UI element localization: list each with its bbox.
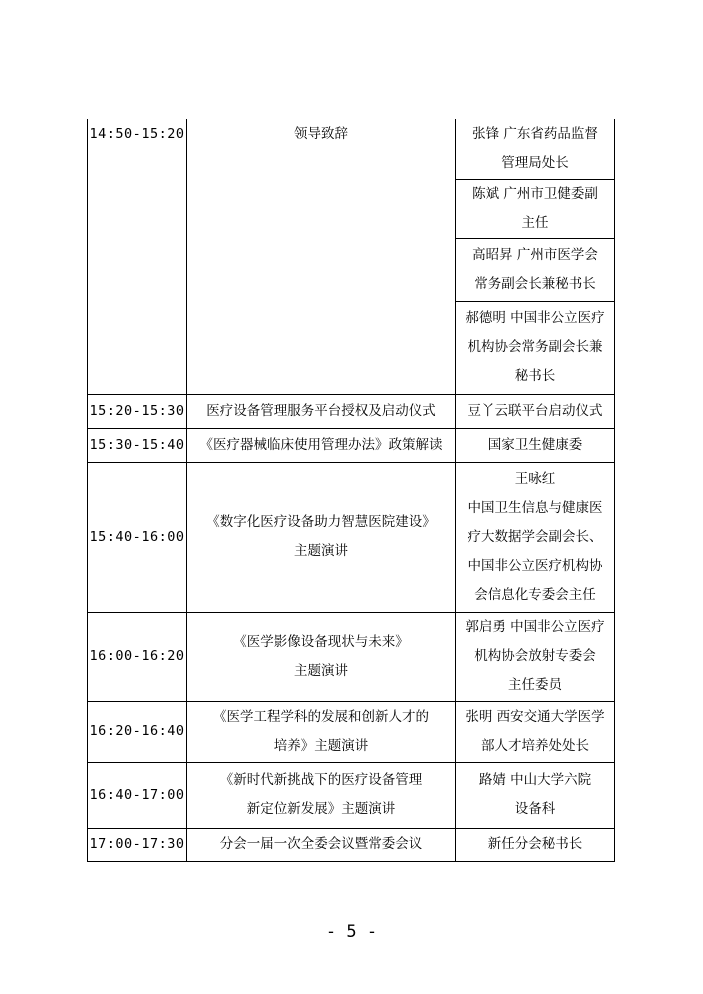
time-cell: 16:40-17:00 bbox=[88, 762, 187, 828]
event-cell bbox=[187, 428, 456, 462]
time-cell: 15:40-16:00 bbox=[88, 462, 187, 612]
speaker-line: 中国非公立医疗机构协 bbox=[467, 557, 603, 574]
table-row bbox=[88, 828, 615, 861]
speaker-line: 张锋 广东省药品监督 bbox=[472, 125, 598, 142]
event-line: 《医学工程学科的发展和创新人才的 bbox=[213, 708, 429, 725]
event-line: 新定位新发展》主题演讲 bbox=[246, 801, 396, 817]
speaker-cell bbox=[456, 701, 615, 762]
event-cell bbox=[187, 462, 456, 612]
event-line: 主题演讲 bbox=[294, 543, 348, 559]
speaker-line: 部人才培养处处长 bbox=[481, 737, 589, 754]
speaker-line: 张明 西安交通大学医学 bbox=[465, 708, 605, 725]
event-line: 《数字化医疗设备助力智慧医院建设》 bbox=[206, 514, 436, 530]
event-cell bbox=[187, 394, 456, 428]
speaker-line: 路婧 中山大学六院 bbox=[478, 772, 592, 788]
speaker-line: 国家卫生健康委 bbox=[487, 436, 583, 453]
event-line: 医疗设备管理服务平台授权及启动仪式 bbox=[206, 402, 436, 419]
speaker-cell bbox=[456, 612, 615, 701]
speaker-line: 郝德明 中国非公立医疗 bbox=[465, 310, 605, 326]
event-line: 主题演讲 bbox=[294, 662, 348, 679]
speaker-line: 高昭昇 广州市医学会 bbox=[472, 246, 598, 263]
event-line: 分会一届一次全委会议暨常委会议 bbox=[219, 836, 423, 852]
event-cell bbox=[187, 762, 456, 828]
table-row bbox=[88, 119, 615, 179]
event-line: 培养》主题演讲 bbox=[273, 737, 369, 754]
event-cell bbox=[187, 828, 456, 861]
speaker-line: 秘书长 bbox=[514, 368, 556, 384]
speaker-cell bbox=[456, 462, 615, 612]
event-cell bbox=[187, 701, 456, 762]
speaker-line: 王咏红 bbox=[514, 470, 556, 487]
speaker-cell bbox=[456, 301, 615, 394]
table-row bbox=[88, 612, 615, 701]
event-line: 《医疗器械临床使用管理办法》政策解读 bbox=[199, 436, 443, 453]
table-row bbox=[88, 394, 615, 428]
event-cell bbox=[187, 612, 456, 701]
table-row bbox=[88, 462, 615, 612]
speaker-line: 陈斌 广州市卫健委副 bbox=[472, 185, 598, 202]
speaker-cell bbox=[456, 238, 615, 301]
speaker-line: 管理局处长 bbox=[501, 154, 569, 171]
speaker-line: 设备科 bbox=[514, 801, 556, 817]
speaker-line: 疗大数据学会副会长、 bbox=[467, 528, 603, 545]
speaker-line: 豆丫云联平台启动仪式 bbox=[467, 402, 603, 419]
speaker-cell bbox=[456, 428, 615, 462]
table-row bbox=[88, 428, 615, 462]
speaker-line: 新任分会秘书长 bbox=[487, 836, 583, 852]
event-line: 《医学影像设备现状与未来》 bbox=[233, 633, 409, 650]
speaker-line: 中国卫生信息与健康医 bbox=[467, 499, 603, 516]
speaker-line: 主任 bbox=[521, 214, 549, 231]
speaker-cell bbox=[456, 828, 615, 861]
table-row bbox=[88, 701, 615, 762]
event-line: 《新时代新挑战下的医疗设备管理 bbox=[219, 772, 423, 788]
speaker-cell bbox=[456, 394, 615, 428]
time-cell: 16:00-16:20 bbox=[88, 612, 187, 701]
speaker-line: 机构协会放射专委会 bbox=[474, 648, 596, 664]
time-cell: 15:30-15:40 bbox=[88, 428, 187, 462]
time-cell: 16:20-16:40 bbox=[88, 701, 187, 762]
time-cell: 15:20-15:30 bbox=[88, 394, 187, 428]
time-cell: 17:00-17:30 bbox=[88, 828, 187, 861]
speaker-line: 机构协会常务副会长兼 bbox=[467, 339, 603, 355]
speaker-cell bbox=[456, 762, 615, 828]
schedule-table bbox=[87, 119, 615, 862]
speaker-cell bbox=[456, 119, 615, 179]
speaker-line: 郭启勇 中国非公立医疗 bbox=[465, 619, 605, 635]
time-cell: 14:50-15:20 bbox=[88, 119, 187, 394]
event-cell: 领导致辞 bbox=[187, 119, 456, 394]
page-number: - 5 - bbox=[325, 922, 378, 942]
speaker-line: 主任委员 bbox=[508, 677, 562, 693]
table-row bbox=[88, 762, 615, 828]
speaker-cell bbox=[456, 179, 615, 238]
speaker-line: 常务副会长兼秘书长 bbox=[474, 275, 596, 292]
speaker-line: 会信息化专委会主任 bbox=[474, 586, 596, 603]
